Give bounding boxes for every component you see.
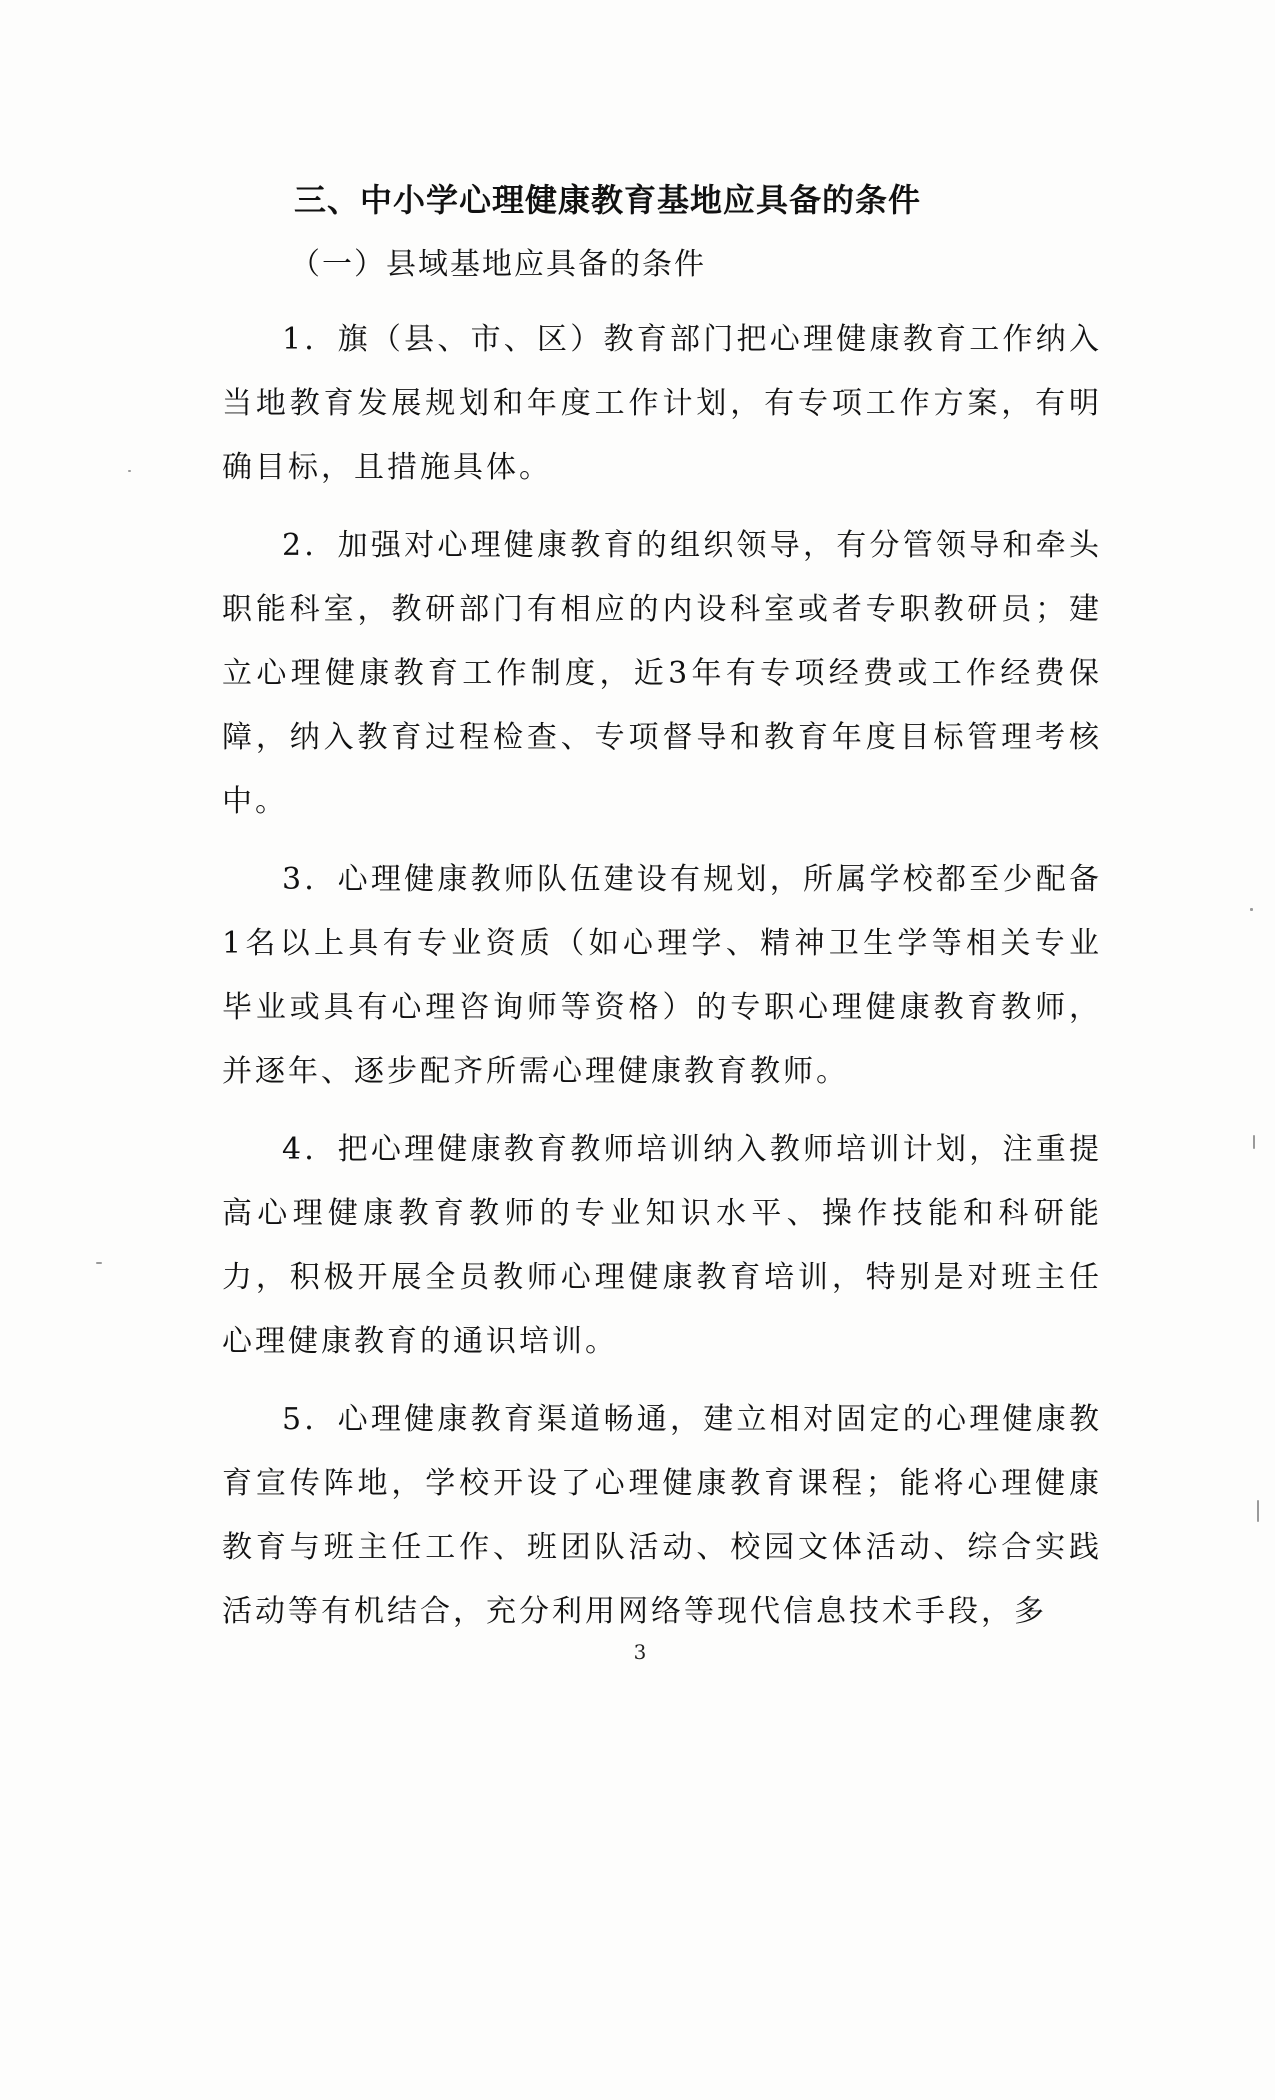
section-heading: 三、中小学心理健康教育基地应具备的条件 — [294, 181, 922, 219]
paragraph-4: 4．把心理健康教育教师培训纳入教师培训计划，注重提高心理健康教育教师的专业知识水平、操作技能和科研能力，积极开展全员教师心理健康教育培训，特别是对班主任心理健康教育的通识培训。 — [222, 1132, 1102, 1359]
page-number: 3 — [633, 1640, 647, 1664]
document-body — [222, 170, 1102, 1658]
paragraph-2: 2．加强对心理健康教育的组织领导，有分管领导和牵头职能科室，教研部门有相应的内设科室或者专职教研员；建立心理健康教育工作制度，近3年有专项经费或工作经费保障，纳入教育过程检查、专项督导和教育年度目标管理考核中。 — [222, 528, 1102, 819]
scan-speck — [1253, 1135, 1255, 1149]
paragraph-3: 3．心理健康教师队伍建设有规划，所属学校都至少配备1名以上具有专业资质（如心理学、精神卫生学等相关专业毕业或具有心理咨询师等资格）的专职心理健康教育教师，并逐年、逐步配齐所需心理健康教育教师。 — [222, 862, 1102, 1089]
scan-speck — [1257, 1500, 1259, 1522]
scan-speck — [128, 470, 131, 472]
scan-speck — [1250, 908, 1253, 911]
subsection-heading: （一）县域基地应具备的条件 — [290, 247, 706, 282]
paragraph-1: 1．旗（县、市、区）教育部门把心理健康教育工作纳入当地教育发展规划和年度工作计划，有专项工作方案，有明确目标，且措施具体。 — [222, 322, 1102, 485]
paragraph-5: 5．心理健康教育渠道畅通，建立相对固定的心理健康教育宣传阵地，学校开设了心理健康教育课程；能将心理健康教育与班主任工作、班团队活动、校园文体活动、综合实践活动等有机结合，充分利用网络等现代信息技术手段，多 — [222, 1402, 1102, 1629]
scan-speck — [96, 1262, 102, 1264]
